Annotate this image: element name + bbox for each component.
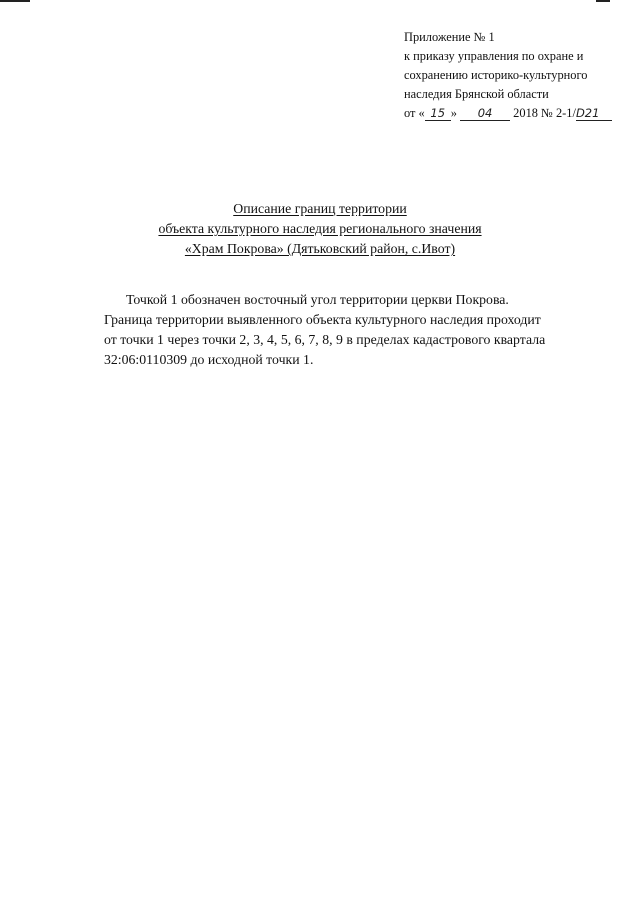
- date-year: 2018 № 2-1/: [513, 106, 576, 120]
- scan-edge-mark: [596, 0, 610, 2]
- document-title: [0, 199, 640, 259]
- title-line: Описание границ территории: [233, 201, 407, 216]
- document-body: [104, 290, 600, 370]
- appendix-header: [404, 28, 634, 123]
- body-line: от точки 1 через точки 2, 3, 4, 5, 6, 7, 8, 9 в пределах кадастрового квартала: [104, 332, 546, 347]
- appendix-line: к приказу управления по охране и: [404, 49, 584, 63]
- order-date-line: [404, 104, 634, 123]
- date-day-handwritten: 15: [425, 106, 451, 121]
- date-separator: »: [450, 106, 457, 120]
- title-line: объекта культурного наследия регионального значения: [158, 221, 482, 236]
- appendix-line: Приложение № 1: [404, 30, 495, 44]
- appendix-line: сохранению историко-культурного: [404, 68, 588, 82]
- date-month-handwritten: 04: [460, 106, 510, 121]
- body-line: 32:06:0110309 до исходной точки 1.: [104, 352, 314, 367]
- title-line: «Храм Покрова» (Дятьковский район, с.Ивот): [184, 241, 456, 256]
- date-prefix: от «: [404, 106, 425, 120]
- body-line: Граница территории выявленного объекта культурного наследия проходит: [104, 312, 541, 327]
- body-line: Точкой 1 обозначен восточный угол территории церкви Покрова.: [126, 292, 509, 307]
- order-number-handwritten: D21: [576, 106, 612, 121]
- scan-edge-mark: [0, 0, 30, 2]
- appendix-line: наследия Брянской области: [404, 87, 549, 101]
